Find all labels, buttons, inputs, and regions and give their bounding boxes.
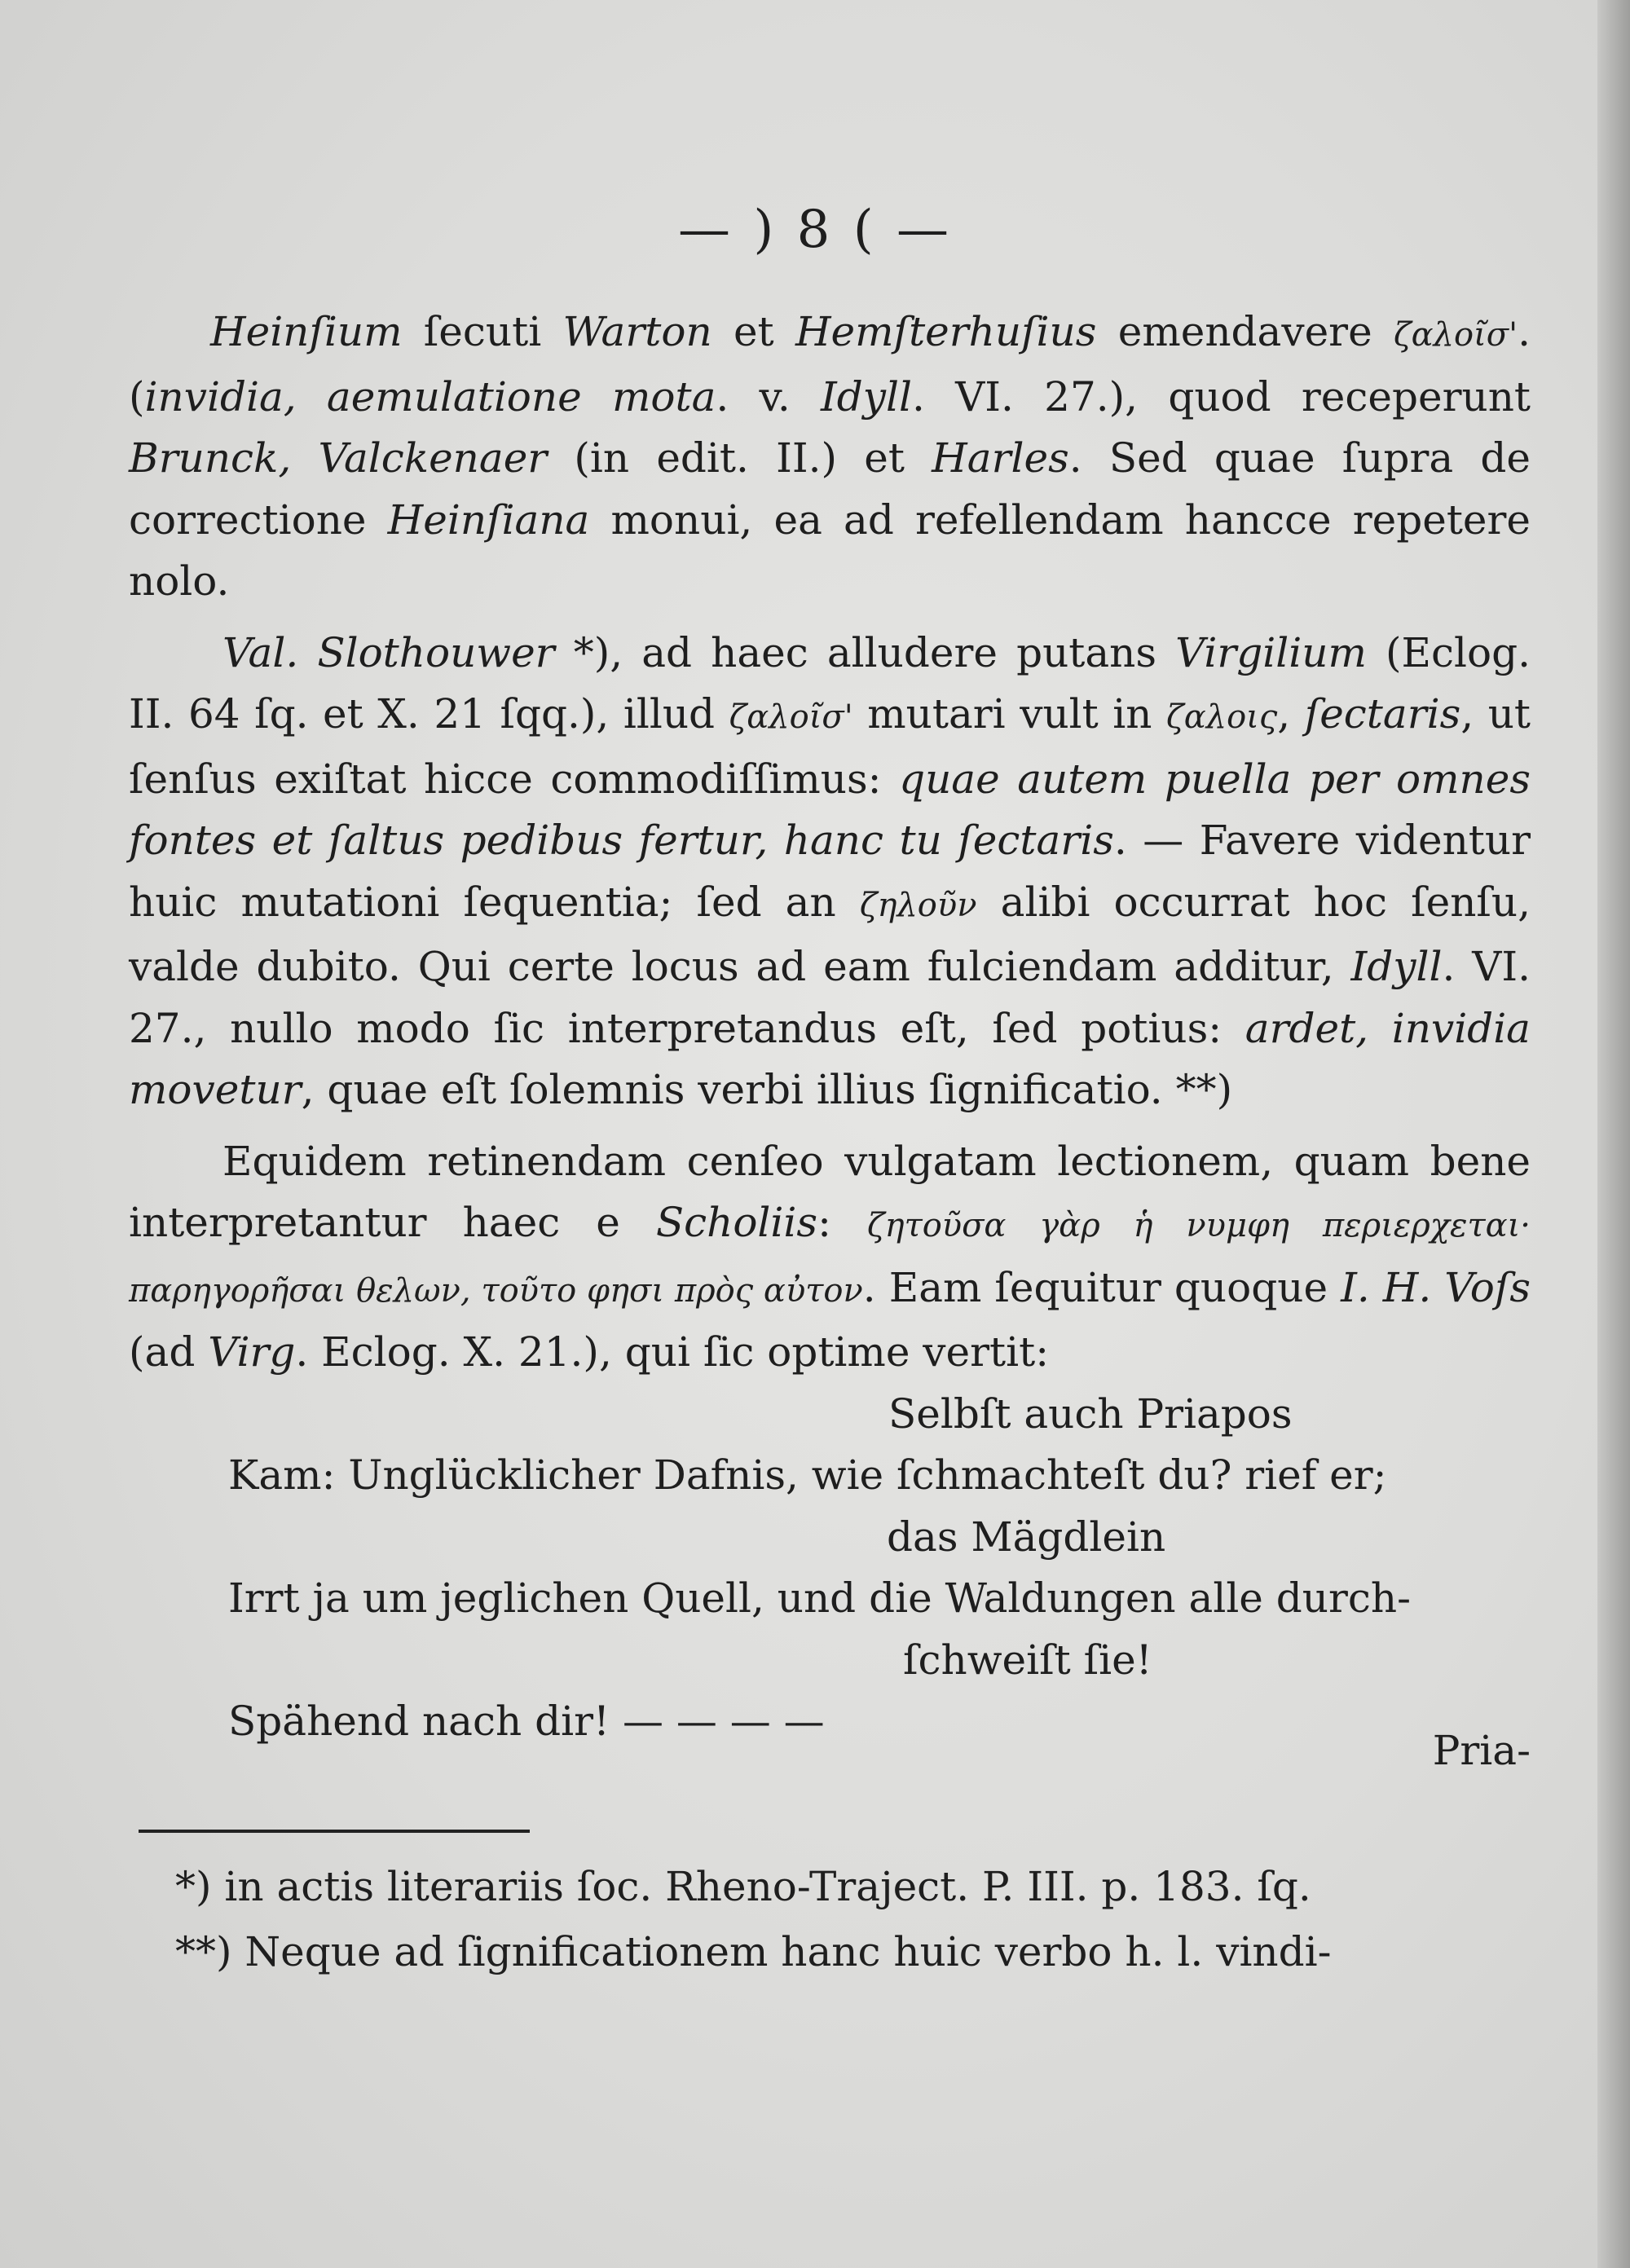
idyll-ref: Idyll [1350,943,1443,990]
text-run: mutari vult in [852,690,1167,738]
catchword: Pria- [1432,1726,1531,1774]
greek-scholion: ζητοῦσα γὰρ ἡ νυμφη περιερχεται· παρηγορῆσαι θελων, τοῦτο φησι πρὸς αὐτον [129,1207,1531,1310]
text-run: . v. [716,372,821,421]
page-edge-shadow [1597,0,1630,2268]
text-run: . — Favere videntur huic mutationi ſequentia; ſed an [129,817,1531,926]
text-run: (in edit. II.) et [547,434,932,482]
text-run: alibi occurrat hoc ſenſu, valde dubito. Qui certe locus ad eam fulciendam additur, [129,878,1531,990]
name-virgilius: Virgilium [1175,628,1367,676]
text-run: emendavere [1096,308,1394,355]
greek-word: ζαλοῖσ' [1393,316,1518,354]
text-run: , quae eſt ſolemnis verbi illius ſignificatio. **) [301,1066,1233,1113]
footnote-1: *) in actis literariis ſoc. Rheno-Traject. P. III. p. 183. ſq. [175,1863,1311,1910]
italic-gloss: ardet, invidia movetur [129,1004,1531,1113]
text-run: : [817,1199,867,1246]
text-run: . Eclog. X. 21.), qui ſic optime vertit: [295,1328,1050,1376]
name-slothouwer: Val. Slothouwer [222,628,555,676]
greek-word: ζαλοις [1166,698,1278,736]
body-text [129,302,1531,1781]
paragraph-1 [129,302,1531,613]
text-run: ſecuti [402,308,563,355]
greek-word: ζαλοῖσ' [729,698,853,736]
text-run: . Eam ſequitur quoque [862,1263,1341,1311]
text-run: , [1277,690,1305,738]
text-run: . ( [129,308,1531,421]
footnotes [175,1854,1512,1984]
footnote-2: **) Neque ad ſignificationem hanc huic verbo h. l. vindi- [175,1928,1332,1975]
heinsiana: Heinſiana [387,495,590,544]
name-heinsius: Heinſium [210,308,403,355]
paragraph-3 [129,1131,1531,1384]
text-run: . VI. 27., nullo modo ſic interpretandus eſt, ſed potius: [129,943,1531,1052]
text-run: , ut ſenſus exiſtat hicce commodiſſimus: [129,690,1531,803]
text-run: monui, ea ad refellendam hancce repetere nolo. [129,495,1531,605]
verse-line: Kam: Unglücklicher Dafnis, wie ſchmachteſt du? rief er; [228,1451,1387,1499]
name-voss: I. H. Voſs [1341,1263,1531,1311]
verse-quotation [129,1384,1531,1753]
italic-gloss: invidia, aemulatione mota [144,372,716,421]
verse-line: ſchweiſt ſie! [903,1636,1152,1684]
verse-line: Irrt ja um jeglichen Quell, und die Waldungen alle durch- [228,1574,1412,1622]
text-run: . Sed quae ſupra de correctione [129,434,1531,544]
name-warton: Warton [562,308,712,355]
name-harles: Harles [932,434,1069,482]
verse-line: Spähend nach dir! — — — — [228,1698,825,1745]
virg-ref: Virg [208,1328,296,1376]
paragraph-2 [129,623,1531,1121]
name-hemsterhusius: Hemſterhuſius [795,308,1097,355]
greek-word: ζηλοῦν [859,886,977,924]
text-run: Equidem retinendam cenſeo vulgatam lectionem, quam bene interpretantur haec e [129,1137,1531,1246]
text-run: (ad [129,1328,209,1376]
text-run: et [711,308,795,355]
page-number-header: — ) 8 ( — [677,200,953,260]
scholiis: Scholiis [655,1199,818,1246]
idyll-ref: Idyll [821,372,912,421]
text-run: (Eclog. II. 64 ſq. et X. 21 ſqq.), illud [129,628,1531,738]
text-run: . VI. 27.), quod receperunt [912,372,1531,421]
sectaris: ſectaris [1304,690,1461,738]
names-brunck-valckenaer: Brunck, Valckenaer [129,434,548,482]
footnote-rule [139,1830,530,1833]
verse-line: Selbſt auch Priapos [888,1389,1293,1438]
italic-translation: quae autem puella per omnes fontes et ſaltus pedibus fertur, hanc tu ſectaris [129,755,1531,864]
verse-line: das Mägdlein [887,1513,1166,1561]
text-run: *), ad haec alludere putans [554,628,1176,676]
